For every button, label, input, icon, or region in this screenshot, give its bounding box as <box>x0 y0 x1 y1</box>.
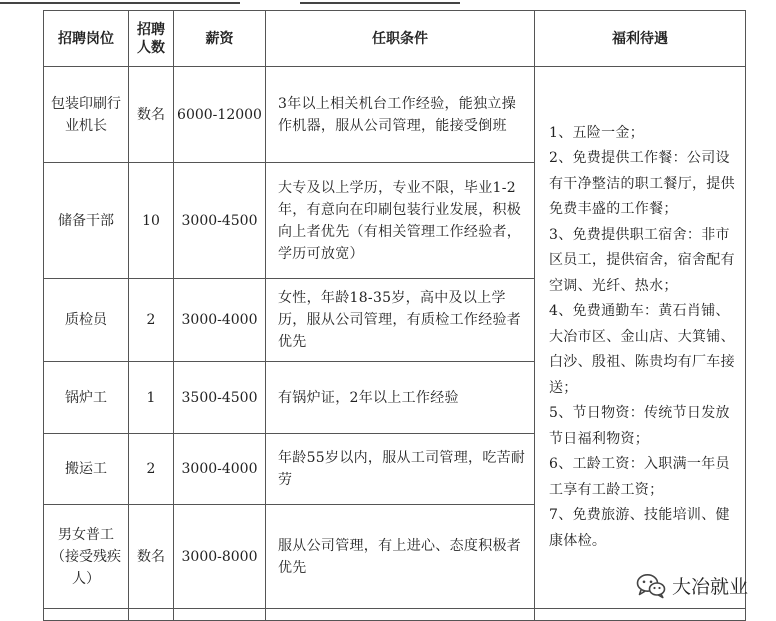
header-benefits: 福利待遇 <box>535 11 746 67</box>
row-salary: 3000-4000 <box>174 434 266 505</box>
row-count: 1 <box>129 362 174 434</box>
wechat-logo-icon <box>636 573 666 599</box>
row-requirements: 3年以上相关机台工作经验，能独立操作机器，服从公司管理，能接受倒班 <box>266 67 535 163</box>
row-salary: 3500-4500 <box>174 362 266 434</box>
benefit-item: 7、免费旅游、技能培训、健康体检。 <box>549 507 730 549</box>
row-requirements: 年龄55岁以内，服从工司管理，吃苦耐劳 <box>266 434 535 505</box>
row-count: 10 <box>129 163 174 279</box>
row-salary: 6000-12000 <box>174 67 266 163</box>
header-salary: 薪资 <box>174 11 266 67</box>
table-row <box>44 67 746 163</box>
benefit-item: 4、免费通勤车：黄石肖铺、大冶市区、金山店、大箕铺、白沙、殷祖、陈贵均有厂车接送； <box>549 303 735 396</box>
row-count: 数名 <box>129 505 174 609</box>
benefit-item: 3、免费提供职工宿舍：非市区员工，提供宿舍，宿舍配有空调、光纤、热水； <box>549 226 735 294</box>
row-position: 锅炉工 <box>44 362 129 434</box>
table-row-cutoff <box>44 609 746 621</box>
header-count-line1: 招聘 <box>137 21 165 38</box>
header-position: 招聘岗位 <box>44 11 129 67</box>
row-salary: 3000-4000 <box>174 279 266 362</box>
row-position: 质检员 <box>44 279 129 362</box>
job-table <box>43 10 749 621</box>
row-requirements: 女性，年龄18-35岁，高中及以上学历，服从公司管理，有质检工作经验者优先 <box>266 279 535 362</box>
row-requirements: 服从公司管理，有上进心、态度积极者优先 <box>266 505 535 609</box>
benefit-item: 5、节日物资：传统节日发放节日福利物资； <box>549 405 730 447</box>
row-salary: 3000-4500 <box>174 163 266 279</box>
header-count <box>129 11 174 67</box>
top-cutoff-text <box>0 0 776 9</box>
benefit-item: 2、免费提供工作餐：公司设有干净整洁的职工餐厅，提供免费丰盛的工作餐； <box>549 150 735 218</box>
row-position: 搬运工 <box>44 434 129 505</box>
benefit-item: 6、工龄工资：入职满一年员工享有工龄工资； <box>549 456 730 498</box>
table-header-row <box>44 11 746 67</box>
benefits-cell <box>535 67 749 609</box>
row-position: 男女普工（接受残疾人） <box>44 505 129 609</box>
row-count: 数名 <box>129 67 174 163</box>
header-count-line2: 人数 <box>137 39 165 56</box>
header-requirements: 任职条件 <box>266 11 535 67</box>
row-requirements: 有锅炉证，2年以上工作经验 <box>266 362 535 434</box>
watermark <box>636 572 748 599</box>
row-count: 2 <box>129 279 174 362</box>
row-count: 2 <box>129 434 174 505</box>
row-requirements: 大专及以上学历，专业不限，毕业1-2年，有意向在印刷包装行业发展，积极向上者优先（有相关管理工作经验者，学历可放宽） <box>266 163 535 279</box>
row-position: 储备干部 <box>44 163 129 279</box>
row-salary: 3000-8000 <box>174 505 266 609</box>
row-position: 包装印刷行业机长 <box>44 67 129 163</box>
benefit-item: 1、五险一金； <box>549 124 645 141</box>
watermark-text: 大冶就业 <box>672 576 749 598</box>
